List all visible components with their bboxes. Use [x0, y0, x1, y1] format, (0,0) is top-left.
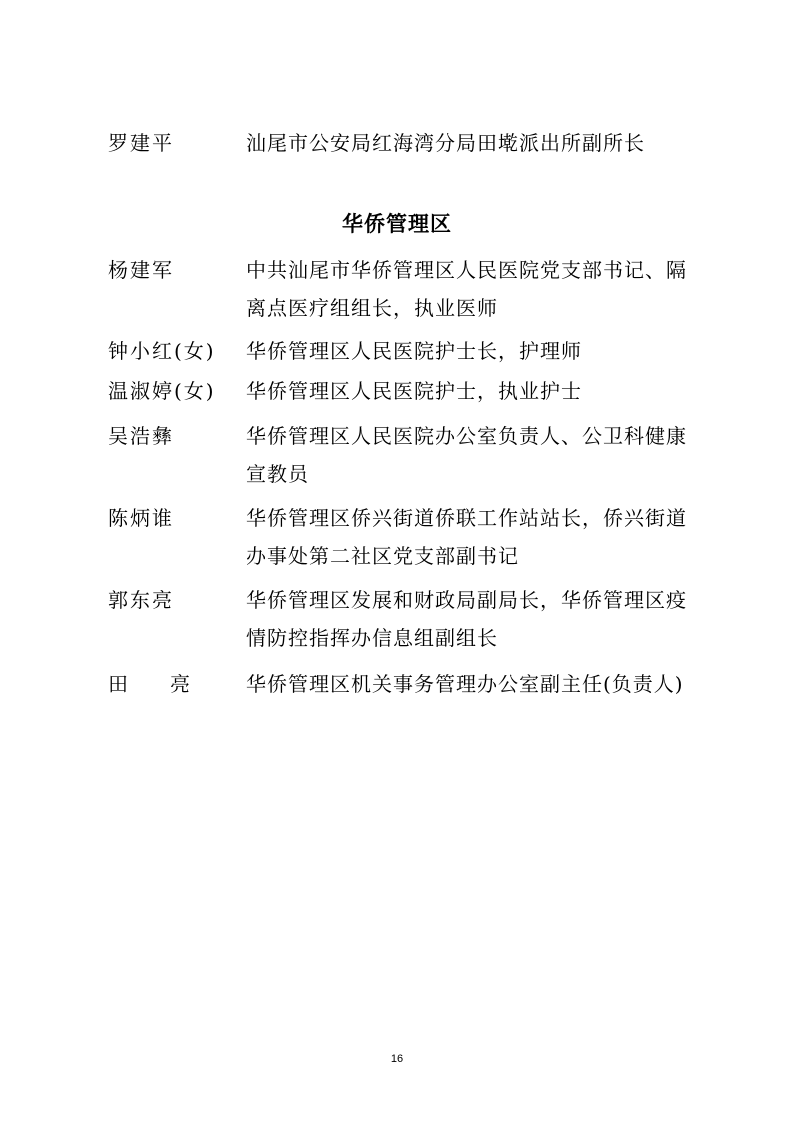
person-title	[246, 581, 696, 657]
person-name: 罗建平	[108, 131, 174, 155]
title-line: 华侨管理区人民医院护士，执业护士	[246, 379, 582, 403]
person-name: 杨建军	[108, 258, 174, 282]
section-title: 华侨管理区	[342, 212, 452, 236]
title-line: 汕尾市公安局红海湾分局田墘派出所副所长	[246, 131, 645, 155]
person-title	[246, 332, 696, 370]
person-name: 吴浩彝	[108, 424, 174, 448]
title-line: 华侨管理区侨兴街道侨联工作站站长，侨兴街道	[246, 506, 687, 530]
person-title	[246, 251, 696, 327]
title-line: 宣教员	[246, 462, 309, 486]
title-line: 中共汕尾市华侨管理区人民医院党支部书记、隔	[246, 258, 687, 282]
title-line: 情防控指挥办信息组副组长	[246, 626, 498, 650]
person-name: 陈炳谁	[108, 506, 174, 530]
page-number: 16	[390, 1053, 404, 1065]
title-line: 华侨管理区人民医院办公室负责人、公卫科健康	[246, 424, 687, 448]
person-name	[108, 671, 192, 697]
person-name-part: 田	[108, 672, 130, 696]
person-title	[246, 417, 696, 493]
title-line: 离点医疗组组长，执业医师	[246, 296, 498, 320]
person-name: 郭东亮	[108, 588, 174, 612]
person-title	[246, 124, 696, 162]
person-title	[246, 499, 696, 575]
person-title	[246, 372, 696, 410]
title-line: 华侨管理区发展和财政局副局长，华侨管理区疫	[246, 588, 687, 612]
title-line: 华侨管理区机关事务管理办公室副主任(负责人)	[246, 672, 684, 696]
title-line: 华侨管理区人民医院护士长，护理师	[246, 339, 582, 363]
person-name-part: 亮	[170, 672, 192, 696]
person-title	[246, 665, 696, 703]
person-name: 温淑婷(女)	[108, 379, 216, 403]
person-name: 钟小红(女)	[108, 339, 216, 363]
title-line: 办事处第二社区党支部副书记	[246, 544, 519, 568]
